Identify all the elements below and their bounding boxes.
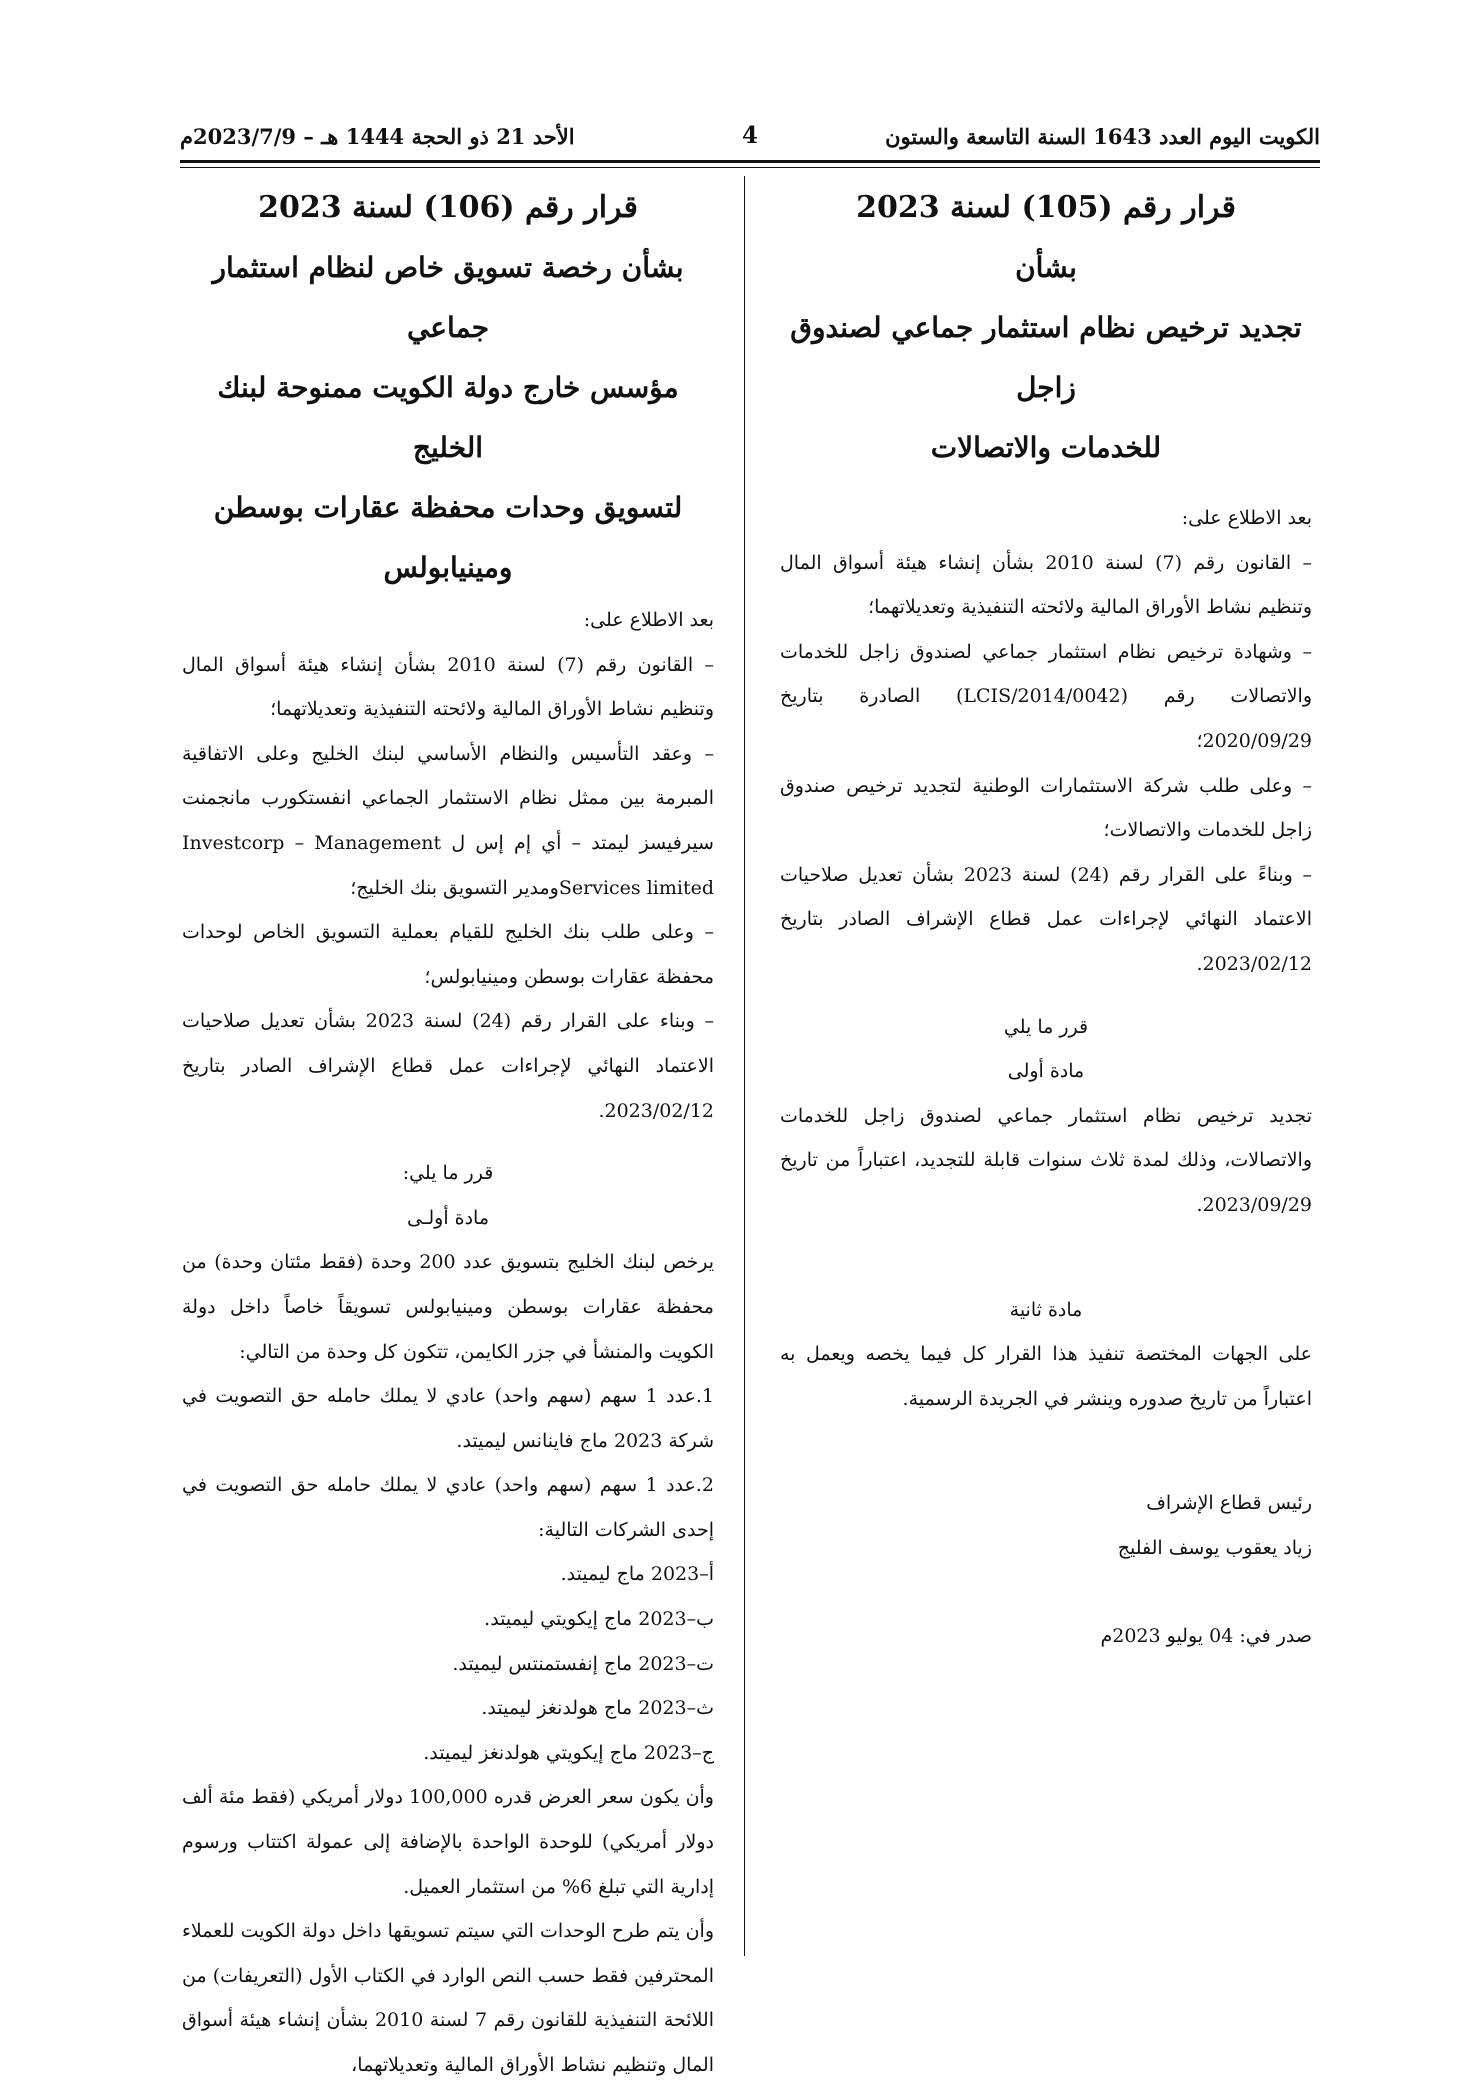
header-date: الأحد 21 ذو الحجة 1444 هـ – 2023/7/9م xyxy=(180,124,575,149)
decision-105-recital: – وبناءً على القرار رقم (24) لسنة 2023 بشأن تعديل صلاحيات الاعتماد النهائي لإجراءات عمل قطاع الإشراف الصادر بتاريخ 2023/02/12. xyxy=(780,863,1313,975)
decision-106-title: قرار رقم (106) لسنة 2023 xyxy=(258,190,638,225)
decision-106-subject-line1: بشأن رخصة تسويق خاص لنظام استثمار جماعي xyxy=(212,251,684,344)
decision-105-signatory-name: زياد يعقوب يوسف الفليج xyxy=(1117,1536,1312,1559)
decision-106-item-2: 2.عدد 1 سهم (سهم واحد) عادي لا يملك حامله حق التصويت في إحدى الشركات التالية: xyxy=(182,1474,714,1541)
decision-106-company: ث–2023 ماج هولدنغز ليميتد. xyxy=(481,1697,714,1720)
decision-105-resolved: قرر ما يلي xyxy=(1003,1015,1089,1038)
decision-106-subject-line2: مؤسس خارج دولة الكويت ممنوحة لبنك الخليج xyxy=(217,371,679,464)
decision-106-column xyxy=(182,178,714,2088)
decision-105-article1-heading: مادة أولى xyxy=(1007,1060,1085,1083)
decision-105-article2-text: على الجهات المختصة تنفيذ هذا القرار كل فيما يخصه ويعمل به اعتباراً من تاريخ صدوره وينشر في الجريدة الرسمية. xyxy=(780,1343,1312,1410)
header-rule-thick xyxy=(180,160,1320,163)
decision-106-company: ب–2023 ماج إيكويتي ليميتد. xyxy=(484,1608,714,1631)
header-issue-info: الكويت اليوم العدد 1643 السنة التاسعة والستون xyxy=(885,124,1320,149)
decision-105-subject-line2: للخدمات والاتصالات xyxy=(930,431,1162,464)
decision-105-title: قرار رقم (105) لسنة 2023 xyxy=(856,190,1236,225)
decision-106-recital: – القانون رقم (7) لسنة 2010 بشأن إنشاء هيئة أسواق المال وتنظيم نشاط الأوراق المالية ولائحته التنفيذية وتعديلاتهما؛ xyxy=(182,653,714,721)
decision-106-recital: – وبناء على القرار رقم (24) لسنة 2023 بشأن تعديل صلاحيات الاعتماد النهائي لإجراءات عمل قطاع الإشراف الصادر بتاريخ 2023/02/12. xyxy=(182,1010,715,1122)
decision-106-article1-heading: مادة أولـى xyxy=(406,1206,490,1229)
decision-106-preamble: بعد الاطلاع على: xyxy=(583,609,714,631)
decision-106-price-text: وأن يكون سعر العرض قدره 100,000 دولار أمريكي (فقط مئة ألف دولار أمريكي) للوحدة الواحدة بالإضافة إلى عمولة اكتتاب ورسوم إدارية التي تبلغ 6% من استثمار العميل. xyxy=(182,1786,714,1898)
decision-106-company: أ–2023 ماج ليميتد. xyxy=(560,1563,714,1586)
decision-106-subject-line3: لتسويق وحدات محفظة عقارات بوسطن ومينيابولس xyxy=(213,491,683,584)
decision-105-column xyxy=(780,178,1312,1659)
page-header xyxy=(180,118,1320,158)
decision-106-recital: – وعلى طلب بنك الخليج للقيام بعملية التسويق الخاص لوحدات محفظة عقارات بوسطن ومينيابولس؛ xyxy=(182,921,714,988)
decision-106-company: ج–2023 ماج إيكويتي هولدنغز ليميتد. xyxy=(423,1741,714,1764)
decision-106-recital: – وعقد التأسيس والنظام الأساسي لبنك الخليج وعلى الاتفاقية المبرمة بين ممثل نظام الاستثمار الجماعي انفستكورب مانجمنت سيرفيسز ليمتد – أي إم إس ل Investcorp – Management Services limitedومدير التسويق بنك الخليج؛ xyxy=(182,742,714,899)
header-page-number: 4 xyxy=(741,122,758,149)
decision-106-item-1: 1.عدد 1 سهم (سهم واحد) عادي لا يملك حامله حق التصويت في شركة 2023 ماج فاينانس ليميتد. xyxy=(182,1385,714,1452)
decision-105-recital: – القانون رقم (7) لسنة 2010 بشأن إنشاء هيئة أسواق المال وتنظيم نشاط الأوراق المالية ولائحته التنفيذية وتعديلاتهما؛ xyxy=(780,551,1312,619)
column-divider xyxy=(744,176,745,1956)
decision-105-article1-text: تجديد ترخيص نظام استثمار جماعي لصندوق زاجل للخدمات والاتصالات، وذلك لمدة ثلاث سنوات قابلة للتجديد، اعتباراً من تاريخ 2023/09/29. xyxy=(780,1104,1312,1216)
decision-106-article1-text: يرخص لبنك الخليج بتسويق عدد 200 وحدة (فقط مئتان وحدة) من محفظة عقارات بوسطن ومينيابولس تسويقاً خاصاً داخل دولة الكويت والمنشأ في جزر الكايمن، تتكون كل وحدة من التالي: xyxy=(182,1251,714,1363)
decision-105-subject-word: بشأن xyxy=(1015,251,1077,284)
decision-105-issued-date: صدر في: 04 يوليو 2023م xyxy=(1100,1625,1312,1648)
decision-105-signatory-title: رئيس قطاع الإشراف xyxy=(1146,1492,1312,1515)
decision-105-article2-heading: مادة ثانية xyxy=(1009,1298,1083,1321)
decision-105-subject-line1: تجديد ترخيص نظام استثمار جماعي لصندوق زاجل xyxy=(790,311,1302,404)
decision-105-preamble: بعد الاطلاع على: xyxy=(1181,507,1312,529)
decision-105-recital: – وعلى طلب شركة الاستثمارات الوطنية لتجديد ترخيص صندوق زاجل للخدمات والاتصالات؛ xyxy=(780,774,1312,842)
decision-106-offer-text: وأن يتم طرح الوحدات التي سيتم تسويقها داخل دولة الكويت للعملاء المحترفين فقط حسب النص الوارد في الكتاب الأول (التعريفات) من اللائحة التنفيذية للقانون رقم 7 لسنة 2010 بشأن إنشاء هيئة أسواق المال وتنظيم نشاط الأوراق المالية وتعديلاتهما، xyxy=(182,1920,714,2076)
header-rule-thin xyxy=(180,167,1320,168)
decision-106-company: ت–2023 ماج إنفستمنتس ليميتد. xyxy=(452,1652,714,1675)
decision-106-resolved: قرر ما يلي: xyxy=(402,1162,494,1185)
decision-105-recital: – وشهادة ترخيص نظام استثمار جماعي لصندوق زاجل للخدمات والاتصالات رقم (LCIS/2014/0042) الصادرة بتاريخ 2020/09/29؛ xyxy=(780,640,1312,752)
